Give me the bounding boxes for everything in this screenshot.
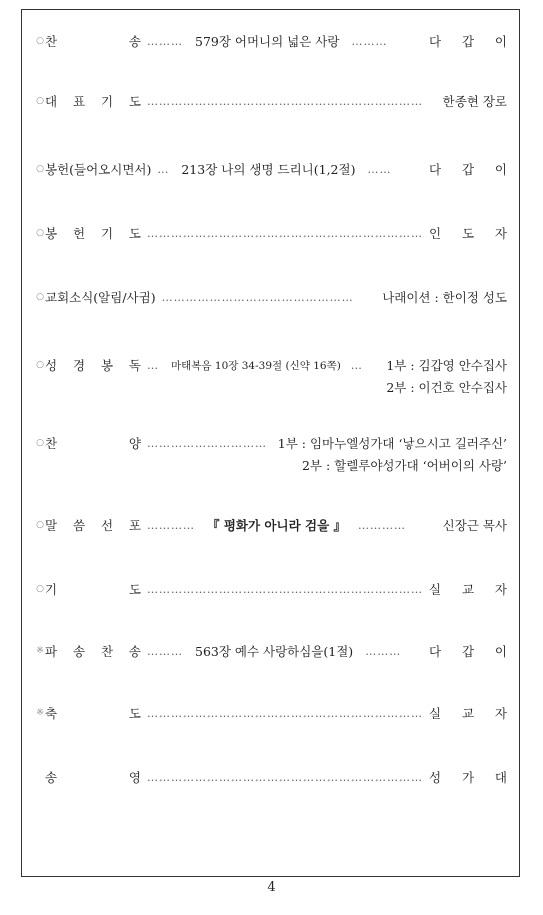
- row-person: 다 갑 이: [429, 162, 507, 177]
- row-label: 봉헌(들어오시면서): [45, 162, 152, 177]
- order-row-church-news: [35, 286, 507, 308]
- row-marker: ※: [36, 646, 44, 656]
- order-row-benediction: [35, 702, 507, 724]
- row-person: 신장근 목사: [442, 518, 507, 533]
- row-content: 563장 예수 사랑하심을(1절): [195, 644, 354, 659]
- row-marker: ○: [36, 164, 44, 174]
- order-row-prayer: [35, 578, 507, 600]
- row-person: 다 갑 이: [429, 644, 507, 659]
- leader-dots: …: [350, 358, 363, 372]
- leader-dots: ……………………………………………………………: [147, 706, 423, 720]
- row-marker: ○: [36, 292, 44, 302]
- order-row-offering: [35, 158, 507, 180]
- row-content: 마태복음 10장 34-39절 (신약 16쪽): [171, 359, 341, 372]
- row-person: 인 도 자: [429, 226, 507, 241]
- row-person-second-line: 2부 : 이건호 안수집사: [386, 380, 507, 395]
- row-content: 213장 나의 생명 드리니(1,2절): [181, 162, 356, 177]
- leader-dots: ………: [365, 644, 402, 658]
- order-row-sermon: [35, 514, 507, 536]
- leader-dots: ……………………………………………………………: [147, 94, 423, 108]
- row-label: 말 씀 선 포: [45, 518, 141, 533]
- order-row-sending-hymn: [35, 640, 507, 662]
- row-person: 다 갑 이: [429, 34, 507, 49]
- leader-dots: …: [157, 162, 170, 176]
- row-label: 교회소식(알림/사귐): [45, 290, 156, 305]
- leader-dots: …………: [147, 518, 195, 532]
- leader-dots: ……………………………………………………………: [147, 582, 423, 596]
- leader-dots: …………: [358, 518, 407, 532]
- row-marker: ○: [36, 96, 44, 106]
- page-number: 4: [267, 880, 276, 895]
- row-marker: ○: [36, 36, 44, 46]
- row-marker: ○: [36, 438, 44, 448]
- order-row-doxology: [35, 766, 507, 788]
- row-person-second-line: 2부 : 할렐루야성가대 ‘어버이의 사랑’: [301, 458, 507, 473]
- leader-dots: ………: [147, 644, 183, 658]
- row-label: 봉 헌 기 도: [45, 226, 141, 241]
- row-label: 축 도: [45, 706, 141, 721]
- row-marker: ○: [36, 584, 44, 594]
- order-row-representative-prayer: [35, 90, 507, 112]
- row-person: 1부 : 김갑영 안수집사: [386, 358, 507, 373]
- leader-dots: ……: [367, 162, 392, 176]
- sermon-title: 『 평화가 아니라 검을 』: [207, 518, 347, 533]
- order-row-offering-prayer: [35, 222, 507, 244]
- leader-dots: ………: [351, 34, 388, 48]
- row-label: 송 영: [45, 770, 141, 785]
- order-row-scripture-reading: [35, 354, 507, 376]
- row-person: 실 교 자: [429, 706, 507, 721]
- order-row-praise: [35, 432, 507, 454]
- row-person: 1부 : 임마누엘성가대 ‘낳으시고 길러주신’: [277, 436, 507, 451]
- row-person: 한종현 장로: [442, 94, 507, 109]
- row-marker: ○: [36, 360, 44, 370]
- row-person: 성 가 대: [429, 770, 507, 785]
- row-marker: ○: [36, 520, 44, 530]
- row-label: 성 경 봉 독: [45, 358, 141, 373]
- leader-dots: …………………………………………: [161, 290, 354, 304]
- row-label: 기 도: [45, 582, 141, 597]
- row-label: 찬 양: [45, 436, 141, 451]
- row-label: 파 송 찬 송: [45, 644, 141, 659]
- leader-dots: ……………………………………………………………: [147, 226, 423, 240]
- leader-dots: …: [147, 358, 159, 372]
- row-person: 나래이션 : 한이정 성도: [382, 290, 507, 305]
- row-person: 실 교 자: [429, 582, 507, 597]
- row-label: 대 표 기 도: [45, 94, 141, 109]
- order-row-hymn: [35, 30, 507, 52]
- leader-dots: ………: [147, 34, 183, 48]
- row-marker: ○: [36, 228, 44, 238]
- row-marker: ※: [36, 708, 44, 718]
- row-label: 찬 송: [45, 34, 141, 49]
- leader-dots: …………………………: [147, 436, 267, 450]
- row-content: 579장 어머니의 넓은 사랑: [195, 34, 340, 49]
- leader-dots: ……………………………………………………………: [147, 770, 423, 784]
